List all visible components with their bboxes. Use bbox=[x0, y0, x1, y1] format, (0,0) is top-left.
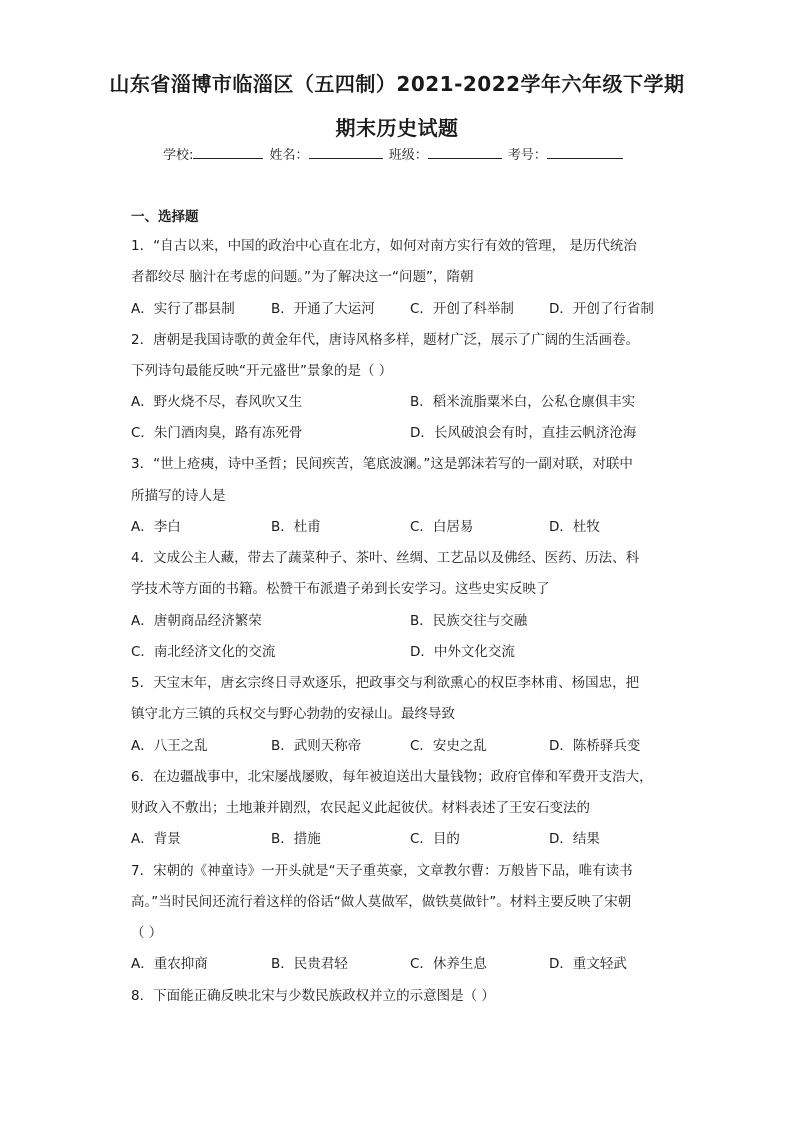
question-4-option-b[interactable]: B．民族交往与交融 bbox=[410, 613, 528, 629]
number-label: 考号： bbox=[507, 148, 547, 163]
question-4-option-d[interactable]: D．中外文化交流 bbox=[410, 644, 515, 660]
question-1-option-d[interactable]: D．开创了行省制 bbox=[549, 301, 654, 317]
question-7-line-3: （ ） bbox=[131, 925, 163, 941]
question-2-line-1: 2．唐朝是我国诗歌的黄金年代，唐诗风格多样，题材广泛，展示了广阔的生活画卷。 bbox=[131, 332, 640, 348]
question-1-line-2: 者都绞尽 脑汁在考虑的问题。”为了解决这一“问题”，隋朝 bbox=[131, 269, 474, 285]
name-blank[interactable] bbox=[309, 146, 383, 159]
question-4-option-a[interactable]: A．唐朝商品经济繁荣 bbox=[131, 613, 262, 629]
question-5-line-2: 镇守北方三镇的兵权交与野心勃勃的安禄山。最终导致 bbox=[131, 706, 455, 722]
question-6-line-2: 财政入不敷出；土地兼并剧烈，农民起义此起彼伏。材料表述了王安石变法的 bbox=[131, 800, 590, 816]
question-5-option-b[interactable]: B．武则天称帝 bbox=[271, 738, 362, 754]
exam-title-line2: 期末历史试题 bbox=[335, 116, 459, 140]
question-7-line-2: 高。”当时民间还流行着这样的俗话“做人莫做军，做铁莫做针”。材料主要反映了宋朝 bbox=[131, 894, 632, 910]
question-6-line-1: 6．在边疆战事中，北宋屡战屡败，每年被迫送出大量钱物；政府官俸和军费开支浩大， bbox=[131, 769, 653, 785]
question-7-option-b[interactable]: B．民贵君轻 bbox=[271, 956, 348, 972]
question-3-option-d[interactable]: D．杜牧 bbox=[549, 519, 600, 535]
school-label: 学校: bbox=[163, 148, 194, 163]
question-4-line-1: 4．文成公主人藏，带去了蔬菜种子、茶叶、丝绸、工艺品以及佛经、医药、历法、科 bbox=[131, 550, 640, 566]
question-3-option-a[interactable]: A．李白 bbox=[131, 519, 181, 535]
question-7-option-d[interactable]: D．重文轻武 bbox=[549, 956, 627, 972]
question-2-line-2: 下列诗句最能反映“开元盛世”景象的是（ ） bbox=[131, 363, 393, 379]
question-7-option-a[interactable]: A．重农抑商 bbox=[131, 956, 208, 972]
question-6-option-c[interactable]: C．目的 bbox=[410, 831, 460, 847]
question-6-option-d[interactable]: D．结果 bbox=[549, 831, 600, 847]
class-label: 班级： bbox=[388, 148, 428, 163]
question-5-option-d[interactable]: D．陈桥驿兵变 bbox=[549, 738, 641, 754]
question-4-line-2: 学技术等方面的书籍。松赞干布派遣子弟到长安学习。这些史实反映了 bbox=[131, 581, 550, 597]
student-info-row bbox=[163, 144, 625, 163]
question-7-line-1: 7．宋朝的《神童诗》一开头就是“天子重英豪，文章教尔曹：万般皆下品，唯有读书 bbox=[131, 863, 633, 879]
question-1-option-a[interactable]: A．实行了郡县制 bbox=[131, 301, 235, 317]
question-1-line-1: 1．“自古以来，中国的政治中心直在北方，如何对南方实行有效的管理， 是历代统治 bbox=[131, 238, 637, 254]
question-3-line-2: 所描写的诗人是 bbox=[131, 488, 226, 504]
question-3-line-1: 3．“世上疮痍，诗中圣哲；民间疾苦，笔底波澜。”这是郭沫若写的一副对联，对联中 bbox=[131, 456, 633, 472]
question-5-line-1: 5．天宝末年，唐玄宗终日寻欢逐乐，把政事交与利欲熏心的权臣李林甫、杨国忠，把 bbox=[131, 675, 640, 691]
question-2-option-d[interactable]: D．长风破浪会有时，直挂云帆济沧海 bbox=[410, 425, 637, 441]
question-1-option-c[interactable]: C．开创了科举制 bbox=[410, 301, 514, 317]
exam-title-line1: 山东省淄博市临淄区（五四制）2021-2022学年六年级下学期 bbox=[109, 72, 685, 96]
question-5-option-c[interactable]: C．安史之乱 bbox=[410, 738, 487, 754]
question-4-option-c[interactable]: C．南北经济文化的交流 bbox=[131, 644, 276, 660]
question-2-option-a[interactable]: A．野火烧不尽，春风吹又生 bbox=[131, 394, 303, 410]
school-blank[interactable] bbox=[193, 146, 263, 159]
number-blank[interactable] bbox=[547, 146, 623, 159]
question-7-option-c[interactable]: C．休养生息 bbox=[410, 956, 487, 972]
question-8-line-1: 8．下面能正确反映北宋与少数民族政权并立的示意图是（ ） bbox=[131, 988, 495, 1004]
question-2-option-c[interactable]: C．朱门酒肉臭，路有冻死骨 bbox=[131, 425, 303, 441]
name-label: 姓名： bbox=[269, 148, 309, 163]
class-blank[interactable] bbox=[428, 146, 502, 159]
question-3-option-c[interactable]: C．白居易 bbox=[410, 519, 474, 535]
section-heading: 一、选择题 bbox=[131, 209, 199, 225]
question-3-option-b[interactable]: B．杜甫 bbox=[271, 519, 321, 535]
question-6-option-b[interactable]: B．措施 bbox=[271, 831, 321, 847]
question-6-option-a[interactable]: A．背景 bbox=[131, 831, 181, 847]
question-1-option-b[interactable]: B．开通了大运河 bbox=[271, 301, 375, 317]
question-2-option-b[interactable]: B．稻米流脂粟米白，公私仓廪俱丰实 bbox=[410, 394, 636, 410]
question-5-option-a[interactable]: A．八王之乱 bbox=[131, 738, 208, 754]
